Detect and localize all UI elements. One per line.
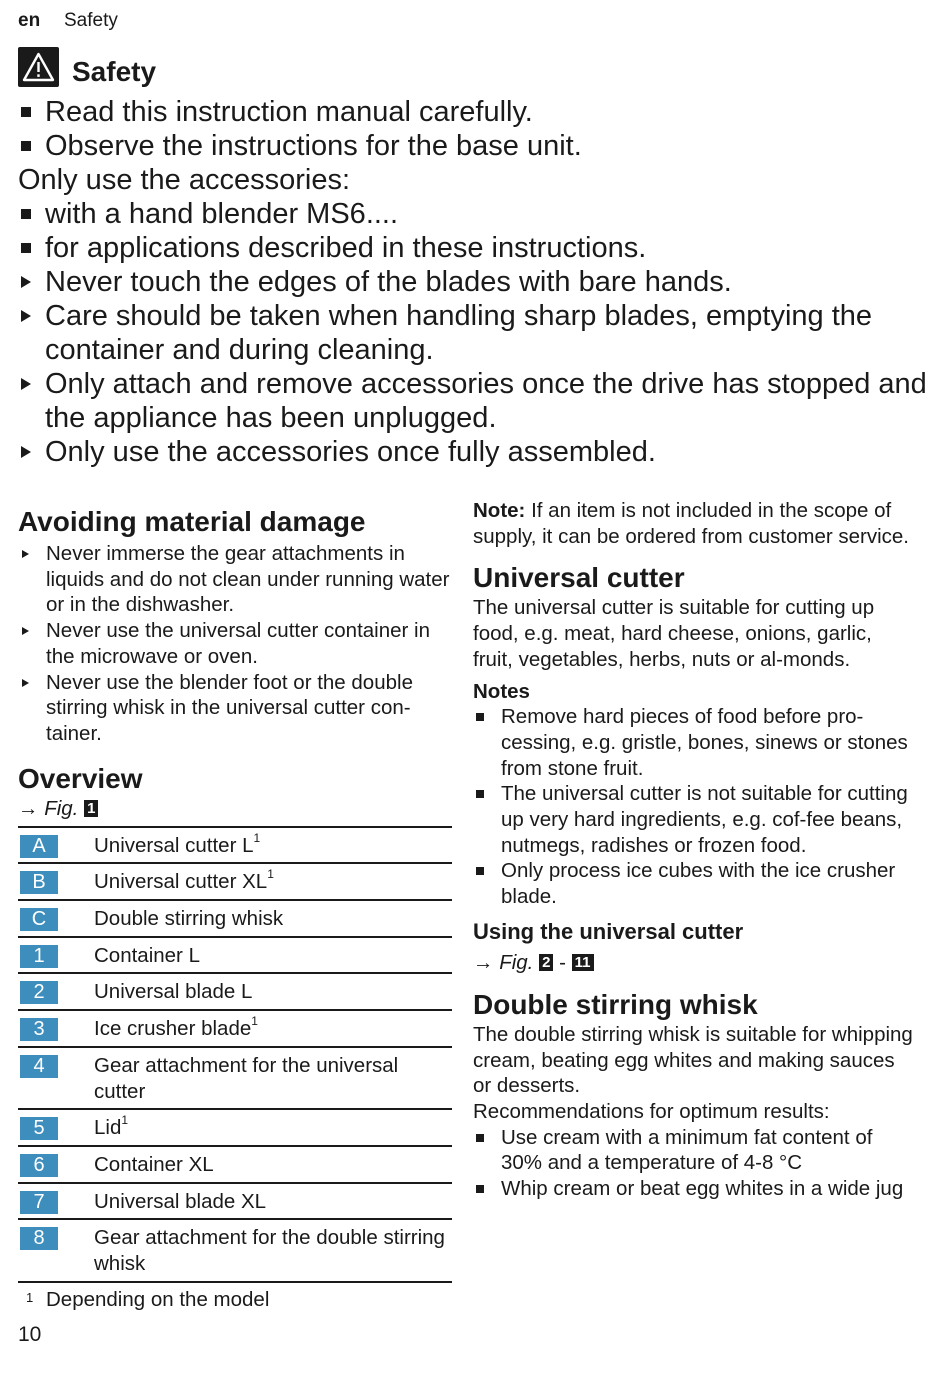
table-row: 4 Gear attachment for the universal cutter bbox=[18, 1047, 452, 1109]
fig-number-badge: 2 bbox=[539, 954, 553, 971]
fig-number-badge: 1 bbox=[84, 800, 98, 817]
footnote: 1 Depending on the model bbox=[18, 1287, 452, 1313]
square-bullet-icon bbox=[476, 867, 484, 875]
table-row: A Universal cutter $L^1$ bbox=[18, 827, 452, 864]
right-column bbox=[473, 498, 913, 1202]
triangle-bullet-icon bbox=[22, 679, 29, 687]
footnote-mark: 1 bbox=[26, 1289, 34, 1305]
universal-cutter-body: The universal cutter is suitable for cutting up food, e.g. meat, hard cheese, onions, garlic, fruit, vegetables, herbs, nuts or al-monds. bbox=[473, 596, 875, 671]
square-bullet-icon bbox=[21, 107, 31, 117]
part-key: 6 bbox=[20, 1154, 58, 1177]
table-row: 8 Gear attachment for the double stirring whisk bbox=[18, 1219, 452, 1281]
avoiding-list bbox=[18, 541, 452, 747]
table-row: 2 Universal blade L bbox=[18, 973, 452, 1010]
triangle-bullet-icon bbox=[21, 446, 31, 458]
list-item: Whip cream or beat egg whites in a wide jug bbox=[473, 1176, 913, 1202]
table-row: B Universal cutter $XL^1$ bbox=[18, 863, 452, 900]
list-item: Only process ice cubes with the ice crusher blade. bbox=[473, 858, 913, 909]
triangle-bullet-icon bbox=[21, 310, 31, 322]
safety-item: with a hand blender MS6.... bbox=[18, 197, 928, 231]
safety-item: Only use the accessories once fully assembled. bbox=[18, 435, 928, 469]
notes-list bbox=[473, 704, 913, 910]
part-key: 8 bbox=[20, 1227, 58, 1250]
square-bullet-icon bbox=[21, 141, 31, 151]
part-key: 4 bbox=[20, 1055, 58, 1078]
square-bullet-icon bbox=[476, 1134, 484, 1142]
overview-table bbox=[18, 826, 452, 1283]
universal-cutter-title: Universal cutter bbox=[473, 562, 685, 594]
overview-fig-ref: → Fig. 1 bbox=[18, 796, 452, 822]
list-item: Remove hard pieces of food before pro-cessing, e.g. gristle, bones, sinews or stones from stone fruit. bbox=[473, 704, 913, 781]
notes-title: Notes bbox=[473, 679, 530, 703]
part-key: 2 bbox=[20, 981, 58, 1004]
safety-item: Read this instruction manual carefully. bbox=[18, 95, 928, 129]
warning-icon bbox=[18, 47, 59, 87]
square-bullet-icon bbox=[21, 209, 31, 219]
safety-item: Only attach and remove accessories once the drive has stopped and the appliance has been unplugged. bbox=[18, 367, 928, 435]
table-row: 5 Lid$^1$ bbox=[18, 1109, 452, 1146]
avoiding-item: Never use the universal cutter container in the microwave or oven. bbox=[18, 618, 452, 669]
table-row: C Double stirring whisk bbox=[18, 900, 452, 937]
safety-title: Safety bbox=[72, 56, 157, 87]
avoiding-item: Never use the blender foot or the double stirring whisk in the universal cutter con-tainer. bbox=[18, 670, 452, 747]
using-fig-ref: → Fig. 2 - 11 bbox=[473, 950, 913, 976]
safety-item: Care should be taken when handling sharp blades, emptying the container and during cleaning. bbox=[18, 299, 928, 367]
safety-item: Observe the instructions for the base unit. bbox=[18, 129, 928, 163]
note-paragraph: Note: If an item is not included in the scope of supply, it can be ordered from customer service. bbox=[473, 499, 909, 548]
square-bullet-icon bbox=[21, 243, 31, 253]
triangle-bullet-icon bbox=[22, 550, 29, 558]
section-label: Safety bbox=[64, 10, 118, 31]
left-column bbox=[18, 505, 452, 1313]
part-key: 7 bbox=[20, 1191, 58, 1214]
square-bullet-icon bbox=[476, 713, 484, 721]
part-key: 1 bbox=[20, 945, 58, 968]
square-bullet-icon bbox=[476, 790, 484, 798]
triangle-bullet-icon bbox=[21, 378, 31, 390]
avoiding-title: Avoiding material damage bbox=[18, 506, 366, 537]
part-key: A bbox=[20, 835, 58, 858]
overview-title: Overview bbox=[18, 762, 143, 794]
whisk-list bbox=[473, 1125, 913, 1202]
whisk-body: The double stirring whisk is suitable for whipping cream, beating egg whites and making sauces or desserts. bbox=[473, 1022, 913, 1098]
safety-list bbox=[18, 95, 928, 469]
part-key: B bbox=[20, 871, 58, 894]
part-key: 5 bbox=[20, 1117, 58, 1140]
table-row: 3 Ice crusher blade$^1$ bbox=[18, 1010, 452, 1047]
list-item: The universal cutter is not suitable for cutting up very hard ingredients, e.g. cof-fee beans, nutmegs, radishes or frozen food. bbox=[473, 781, 913, 858]
safety-item: Never touch the edges of the blades with bare hands. bbox=[18, 265, 928, 299]
triangle-bullet-icon bbox=[21, 276, 31, 288]
safety-item: for applications described in these instructions. bbox=[18, 231, 928, 265]
fig-number-badge: 11 bbox=[572, 954, 594, 971]
whisk-recommendations: Recommendations for optimum results: bbox=[473, 1099, 830, 1123]
table-row: 1 Container L bbox=[18, 937, 452, 974]
square-bullet-icon bbox=[476, 1185, 484, 1193]
triangle-bullet-icon bbox=[22, 627, 29, 635]
whisk-title: Double stirring whisk bbox=[473, 988, 758, 1020]
using-title: Using the universal cutter bbox=[473, 918, 744, 944]
list-item: Use cream with a minimum fat content of 30% and a temperature of 4-8 °C bbox=[473, 1125, 913, 1176]
note-label: Note: bbox=[473, 499, 526, 522]
part-key: 3 bbox=[20, 1018, 58, 1041]
page-number: 10 bbox=[18, 1323, 42, 1346]
avoiding-item: Never immerse the gear attachments in liquids and do not clean under running water or in the dishwasher. bbox=[18, 541, 452, 618]
safety-item: Only use the accessories: bbox=[18, 164, 351, 196]
language-label: en bbox=[18, 10, 41, 31]
table-row: 6 Container XL bbox=[18, 1146, 452, 1183]
table-row: 7 Universal blade XL bbox=[18, 1183, 452, 1220]
part-key: C bbox=[20, 908, 58, 931]
